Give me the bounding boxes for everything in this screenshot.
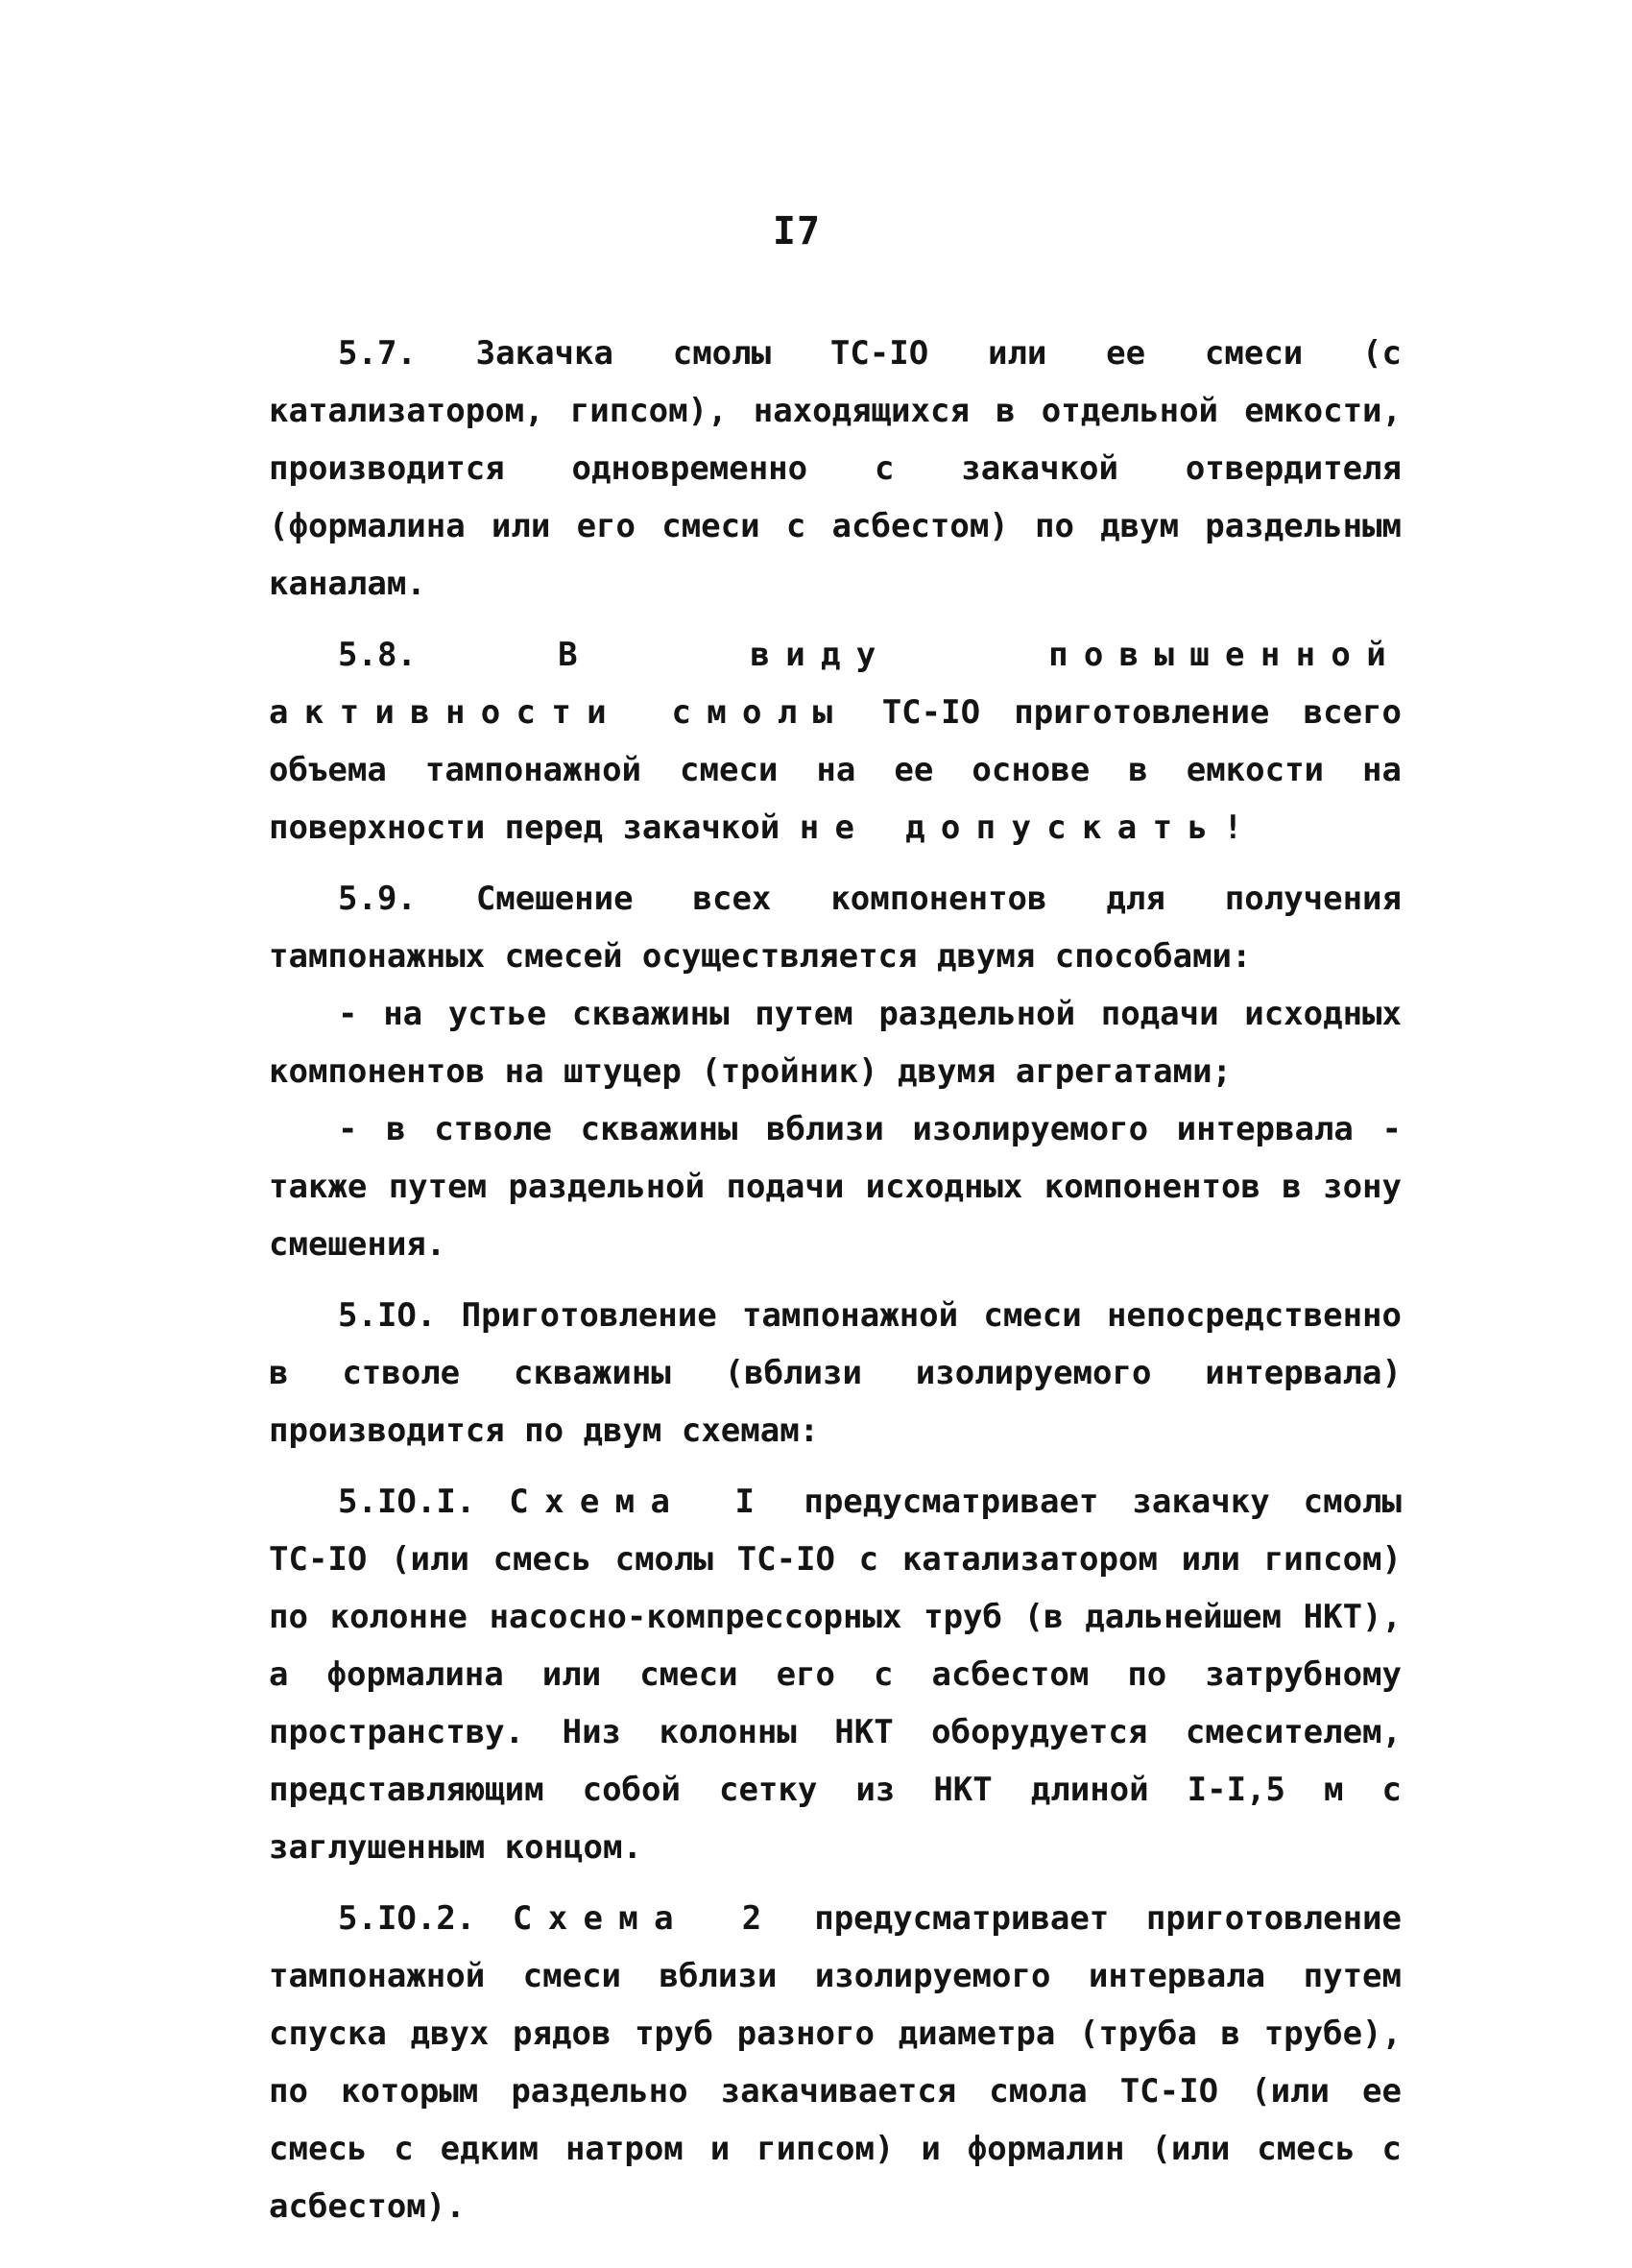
- paragraph-text: предусматривает приготовление тампонажной смеси вблизи изолируемого интервала путем спуска двух рядов труб разного диаметра (труба в трубе), по которым раздельно закачивается смола ТС-IO (или ее смесь с едким натром и гипсом) и формалин (или смесь с асбестом).: [269, 1899, 1403, 2226]
- list-dash: -: [338, 995, 358, 1033]
- list-item-text: на устье скважины путем раздельной подачи исходных компонентов на штуцер (тройник) двумя агрегатами;: [269, 995, 1402, 1091]
- list-item: [269, 1100, 1402, 1273]
- paragraph-5-7: [269, 325, 1402, 613]
- paragraph-5-10: [269, 1287, 1402, 1460]
- paragraph-number: 5.7.: [338, 334, 417, 373]
- paragraph-5-10-2: [269, 1890, 1402, 2235]
- paragraph-number: 5.IO.2.: [338, 1899, 476, 1938]
- document-body: [269, 325, 1402, 2235]
- paragraph-5-9: [269, 870, 1402, 985]
- paragraph-5-8: [269, 626, 1402, 857]
- emphasis-spaced-text: Схема I: [509, 1483, 771, 1521]
- paragraph-text: Смешение всех компонентов для получения тампонажных смесей осуществляется двумя способами:: [269, 880, 1402, 976]
- emphasis-spaced-text: В виду повышенной активности смолы: [269, 636, 1402, 732]
- paragraph-number: 5.9.: [338, 880, 417, 918]
- paragraph-number: 5.IO.I.: [338, 1483, 476, 1521]
- paragraph-text: Приготовление тампонажной смеси непосредственно в стволе скважины (вблизи изолируемого интервала) производится по двум схемам:: [269, 1296, 1402, 1450]
- emphasis-spaced-text: Схема 2: [512, 1899, 778, 1938]
- paragraph-number: 5.8.: [338, 636, 417, 674]
- page-number: I7: [772, 209, 822, 253]
- list-dash: -: [338, 1110, 358, 1148]
- paragraph-5-10-1: [269, 1473, 1402, 1876]
- emphasis-spaced-text: не допускать!: [799, 808, 1259, 847]
- paragraph-number: 5.IO.: [338, 1296, 437, 1335]
- paragraph-text: предусматривает закачку смолы ТС-IO (или смесь смолы ТС-IO с катализатором или гипсом) по колонне насосно-компрессорных труб (в дальнейшем НКТ), а формалина или смеси его с асбестом по затрубному пространству. Низ колонны НКТ оборудуется смесителем, представляющим собой сетку из НКТ длиной I-I,5 м с заглушенным концом.: [269, 1483, 1402, 1867]
- paragraph-text: Закачка смолы ТС-IO или ее смеси (с катализатором, гипсом), находящихся в отдельной емкости, производится одновременно с закачкой отвердителя (формалина или его смеси с асбестом) по двум раздельным каналам.: [269, 334, 1402, 603]
- paragraph-text: ТС-IO приготовление всего объема тампонажной смеси на ее основе в емкости на поверхности перед закачкой: [269, 693, 1402, 847]
- list-item: [269, 985, 1402, 1100]
- list-item-text: в стволе скважины вблизи изолируемого интервала - также путем раздельной подачи исходных компонентов в зону смешения.: [269, 1110, 1402, 1264]
